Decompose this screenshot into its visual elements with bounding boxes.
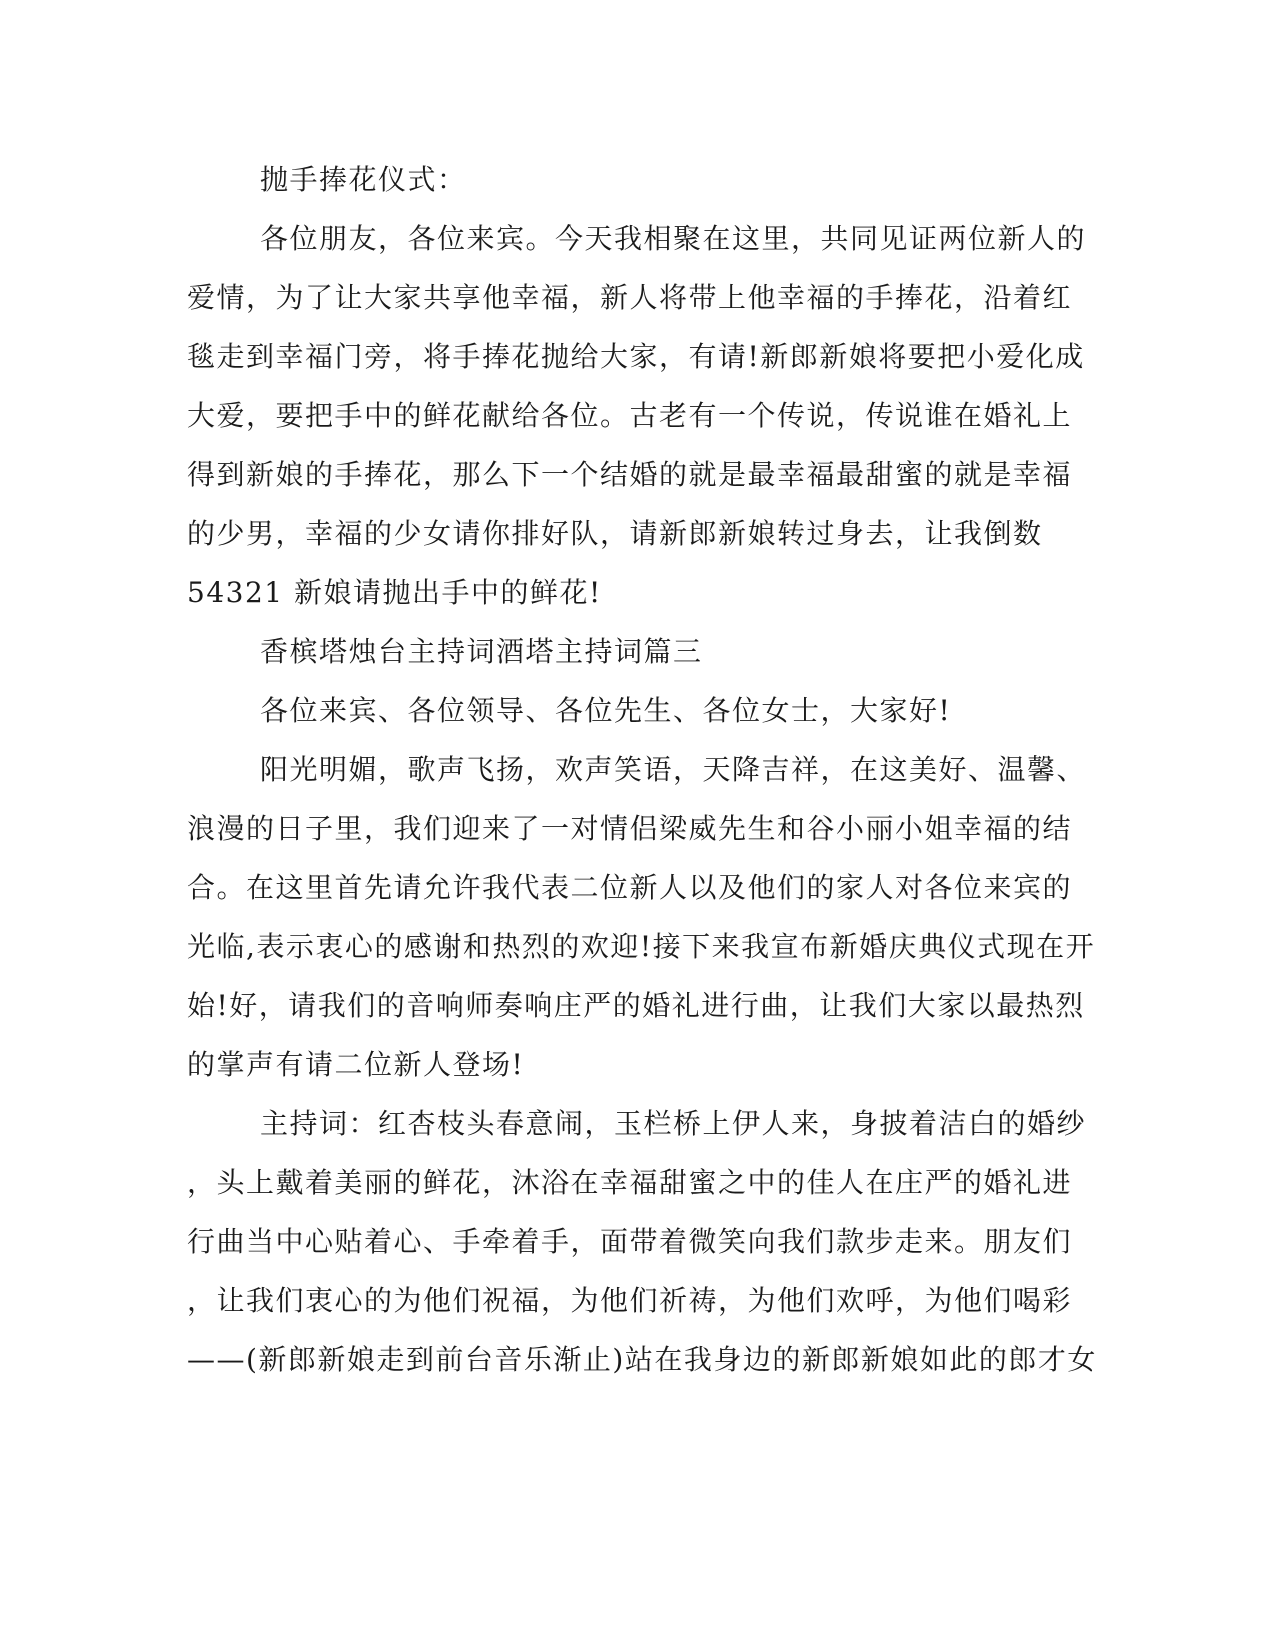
text-line: 各位朋友，各位来宾。今天我相聚在这里，共同见证两位新人的 bbox=[260, 222, 1087, 255]
text-line: 爱情，为了让大家共享他幸福，新人将带上他幸福的手捧花，沿着红 bbox=[187, 281, 1073, 314]
text-line: ，让我们衷心的为他们祝福，为他们祈祷，为他们欢呼，为他们喝彩 bbox=[187, 1284, 1073, 1317]
text-line: 抛手捧花仪式： bbox=[260, 163, 467, 196]
text-line: 行曲当中心贴着心、手牵着手，面带着微笑向我们款步走来。朋友们 bbox=[187, 1225, 1073, 1258]
text-line: 阳光明媚，歌声飞扬，欢声笑语，天降吉祥，在这美好、温馨、 bbox=[260, 753, 1087, 786]
text-line: 得到新娘的手捧花，那么下一个结婚的就是最幸福最甜蜜的就是幸福 bbox=[187, 458, 1073, 491]
text-line: 大爱，要把手中的鲜花献给各位。古老有一个传说，传说谁在婚礼上 bbox=[187, 399, 1073, 432]
text-line: 的少男，幸福的少女请你排好队，请新郎新娘转过身去，让我倒数 bbox=[187, 517, 1043, 550]
text-line: 合。在这里首先请允许我代表二位新人以及他们的家人对各位来宾的 bbox=[187, 871, 1073, 904]
text-line: 各位来宾、各位领导、各位先生、各位女士，大家好! bbox=[260, 694, 952, 727]
text-line: 54321 新娘请抛出手中的鲜花! bbox=[187, 576, 602, 609]
text-line: ，头上戴着美丽的鲜花，沐浴在幸福甜蜜之中的佳人在庄严的婚礼进 bbox=[187, 1166, 1073, 1199]
text-line: 始!好，请我们的音响师奏响庄严的婚礼进行曲，让我们大家以最热烈 bbox=[187, 989, 1085, 1022]
section-heading: 香槟塔烛台主持词酒塔主持词篇三 bbox=[260, 635, 703, 668]
text-line: 浪漫的日子里，我们迎来了一对情侣梁威先生和谷小丽小姐幸福的结 bbox=[187, 812, 1073, 845]
text-line: 光临,表示衷心的感谢和热烈的欢迎!接下来我宣布新婚庆典仪式现在开 bbox=[187, 930, 1096, 963]
text-line: 主持词：红杏枝头春意闹，玉栏桥上伊人来，身披着洁白的婚纱 bbox=[260, 1107, 1087, 1140]
text-line: ——(新郎新娘走到前台音乐渐止)站在我身边的新郎新娘如此的郎才女 bbox=[187, 1343, 1097, 1376]
text-line: 的掌声有请二位新人登场! bbox=[187, 1048, 525, 1081]
text-line: 毯走到幸福门旁，将手捧花抛给大家，有请!新郎新娘将要把小爱化成 bbox=[187, 340, 1085, 373]
